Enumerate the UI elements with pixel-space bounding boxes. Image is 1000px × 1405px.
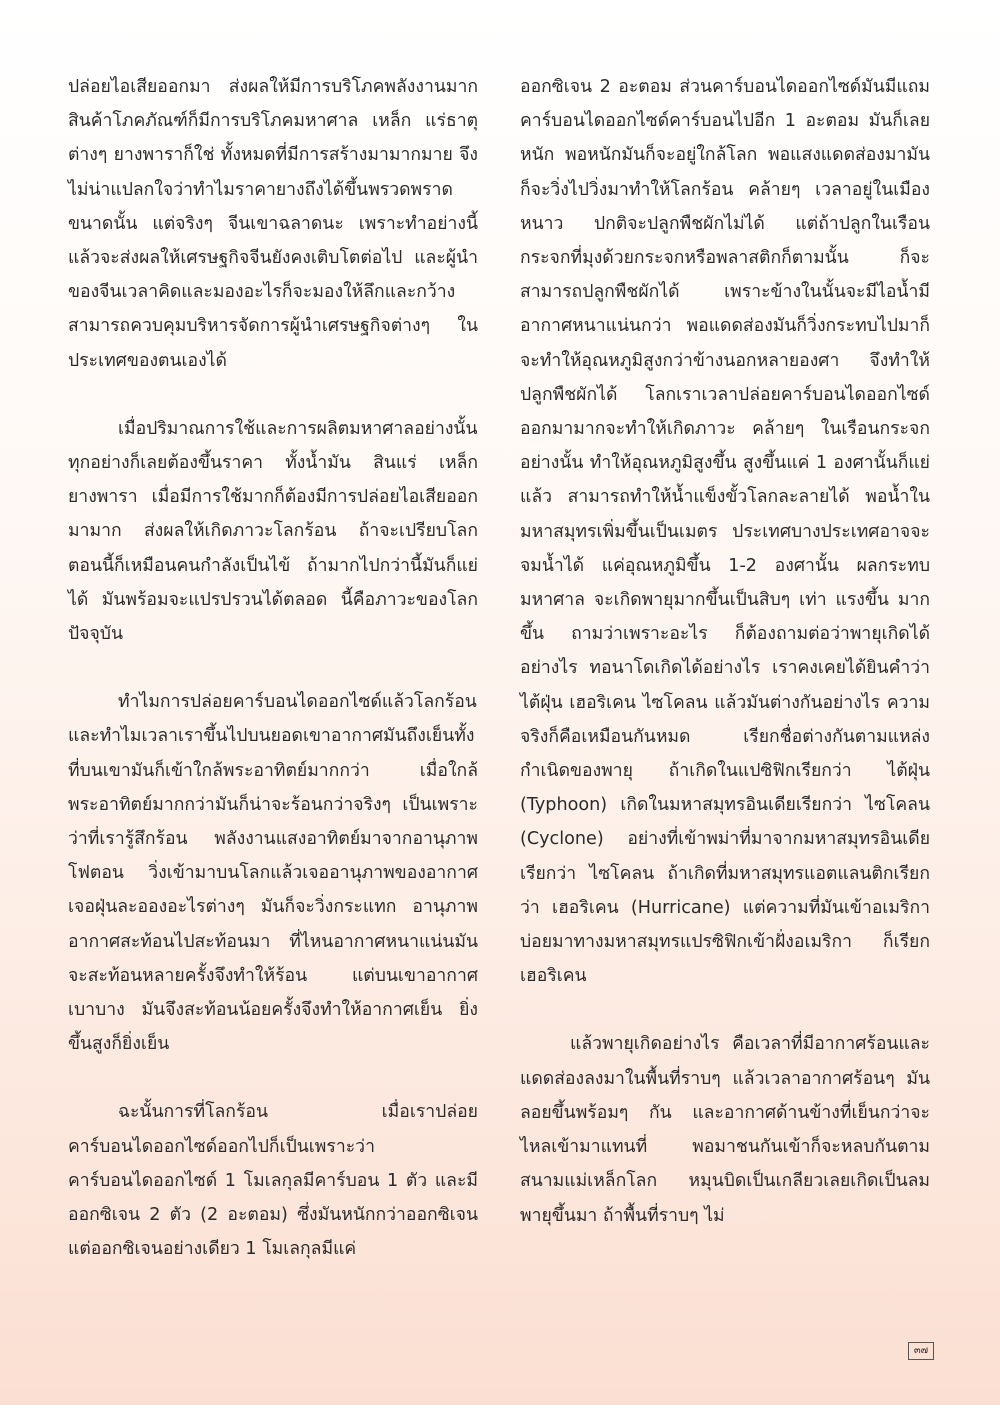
paragraph: ฉะนั้นการที่โลกร้อน เมื่อเราปล่อยคาร์บอนไดออกไซด์ออกไปก็เป็นเพราะว่า คาร์บอนไดออกไซด์ 1 โมเลกุลมีคาร์บอน 1 ตัว และมีออกซิเจน 2 ตัว (2 อะตอม) ซึ่งมันหนักกว่าออกซิเจน แต่ออกซิเจนอย่างเดียว 1 โมเลกุลมีแค่: [68, 1102, 478, 1260]
paragraph: ทำไมการปล่อยคาร์บอนไดออกไซด์แล้วโลกร้อน และทำไมเวลาเราขึ้นไปบนยอดเขาอากาศมันถึงเย็นทั้งที่บนเขามันก็เข้าใกล้พระอาทิตย์มากกว่า เมื่อใกล้พระอาทิตย์มากกว่ามันก็น่าจะร้อนกว่าจริงๆ เป็นเพราะว่าที่เรารู้สึกร้อน พลังงานแสงอาทิตย์มาจากอานุภาพโฟตอน วิ่งเข้ามาบนโลกแล้วเจออานุภาพของอากาศ เจอฝุ่นละอองอะไรต่างๆ มันก็จะวิ่งกระแทก อานุภาพอากาศสะท้อนไปสะท้อนมา ที่ไหนอากาศหนาแน่นมันจะสะท้อนหลายครั้งจึงทำให้ร้อน แต่บนเขาอากาศเบาบาง มันจึงสะท้อนน้อยครั้งจึงทำให้อากาศเย็น ยิ่งขึ้นสูงก็ยิ่งเย็น: [68, 692, 478, 1055]
paragraph: ปล่อยไอเสียออกมา ส่งผลให้มีการบริโภคพลังงานมาก สินค้าโภคภัณฑ์ก็มีการบริโภคมหาศาล เหล็ก แร่ธาตุต่างๆ ยางพาราก็ใช่ ทั้งหมดที่มีการสร้างมามากมาย จึงไม่น่าแปลกใจว่าทำไมราคายางถึงได้ขึ้นพรวดพราดขนาดนั้น แต่จริงๆ จีนเขาฉลาดนะ เพราะทำอย่างนี้แล้วจะส่งผลให้เศรษฐกิจจีนยังคงเติบโตต่อไป และผู้นำของจีนเวลาคิดและมองอะไรก็จะมองให้ลึกและกว้าง สามารถควบคุมบริหารจัดการผู้นำเศรษฐกิจต่างๆ ในประเทศของตนเองได้: [68, 77, 478, 371]
paragraph: ออกซิเจน 2 อะตอม ส่วนคาร์บอนไดออกไซด์มันมีแถมคาร์บอนไดออกไซด์คาร์บอนไปอีก 1 อะตอม มันก็เลยหนัก พอหนักมันก็จะอยู่ใกล้โลก พอแสงแดดส่องมามันก็จะวิ่งไปวิ่งมาทำให้โลกร้อน คล้ายๆ เวลาอยู่ในเมืองหนาว ปกติจะปลูกพืชผักไม่ได้ แต่ถ้าปลูกในเรือนกระจกที่มุงด้วยกระจกหรือพลาสติกก็ตามนั้น ก็จะสามารถปลูกพืชผักได้ เพราะข้างในนั้นจะมีไอน้ำมีอากาศหนาแน่นกว่า พอแดดส่องมันก็วิ่งกระทบไปมาก็จะทำให้อุณหภูมิสูงกว่าข้างนอกหลายองศา จึงทำให้ปลูกพืชผักได้ โลกเราเวลาปล่อยคาร์บอนไดออกไซด์ออกมามากจะทำให้เกิดภาวะ คล้ายๆ ในเรือนกระจกอย่างนั้น ทำให้อุณหภูมิสูงขึ้น สูงขึ้นแค่ 1 องศานั้นก็แย่แล้ว สามารถทำให้น้ำแข็งขั้วโลกละลายได้ พอน้ำในมหาสมุทรเพิ่มขึ้นเป็นเมตร ประเทศบางประเทศอาจจะจมน้ำได้ แค่อุณหภูมิขึ้น 1-2 องศานั้น ผลกระทบมหาศาล จะเกิดพายุมากขึ้นเป็นสิบๆ เท่า แรงขึ้น มากขึ้น ถามว่าเพราะอะไร ก็ต้องถามต่อว่าพายุเกิดได้อย่างไร ทอนาโดเกิดได้อย่างไร เราคงเคยได้ยินคำว่า ไต้ฝุ่น เฮอริเคน ไซโคลน แล้วมันต่างกันอย่างไร ความจริงก็คือเหมือนกันหมด เรียกชื่อต่างกันตามแหล่งกำเนิดของพายุ ถ้าเกิดในแปซิฟิกเรียกว่า ไต้ฝุ่น (Typhoon) เกิดในมหาสมุทรอินเดียเรียกว่า ไซโคลน (Cyclone) อย่างที่เข้าพม่าที่มาจากมหาสมุทรอินเดียเรียกว่า ไซโคลน ถ้าเกิดที่มหาสมุทรแอตแลนติกเรียกว่า เฮอริเคน (Hurricane) แต่ความที่มันเข้าอเมริกาบ่อยมาทางมหาสมุทรแปรซิฟิกเข้าฝั่งอเมริกา ก็เรียกเฮอริเคน: [520, 77, 930, 987]
paragraph: เมื่อปริมาณการใช้และการผลิตมหาศาลอย่างนั้น ทุกอย่างก็เลยต้องขึ้นราคา ทั้งน้ำมัน สินแร่ เหล็ก ยางพารา เมื่อมีการใช้มากก็ต้องมีการปล่อยไอเสียออกมามาก ส่งผลให้เกิดภาวะโลกร้อน ถ้าจะเปรียบโลกตอนนี้ก็เหมือนคนกำลังเป็นไข้ ถ้ามากไปกว่านี้มันก็แย่ได้ มันพร้อมจะแปรปรวนได้ตลอด นี้คือภาวะของโลกปัจจุบัน: [68, 418, 478, 645]
paragraph: แล้วพายุเกิดอย่างไร คือเวลาที่มีอากาศร้อนและแดดส่องลงมาในพื้นที่ราบๆ แล้วเวลาอากาศร้อนๆ มันลอยขึ้นพร้อมๆ กัน และอากาศด้านข้างที่เย็นกว่าจะไหลเข้ามาแทนที่ พอมาชนกันเข้าก็จะหลบกันตามสนามแม่เหล็กโลก หมุนบิดเป็นเกลียวเลยเกิดเป็นลมพายุขึ้นมา ถ้าพื้นที่ราบๆ ไม่: [520, 1034, 930, 1226]
left-column: [68, 70, 478, 1267]
page-number: ๓๗: [908, 1342, 934, 1360]
right-column: [520, 70, 930, 1233]
